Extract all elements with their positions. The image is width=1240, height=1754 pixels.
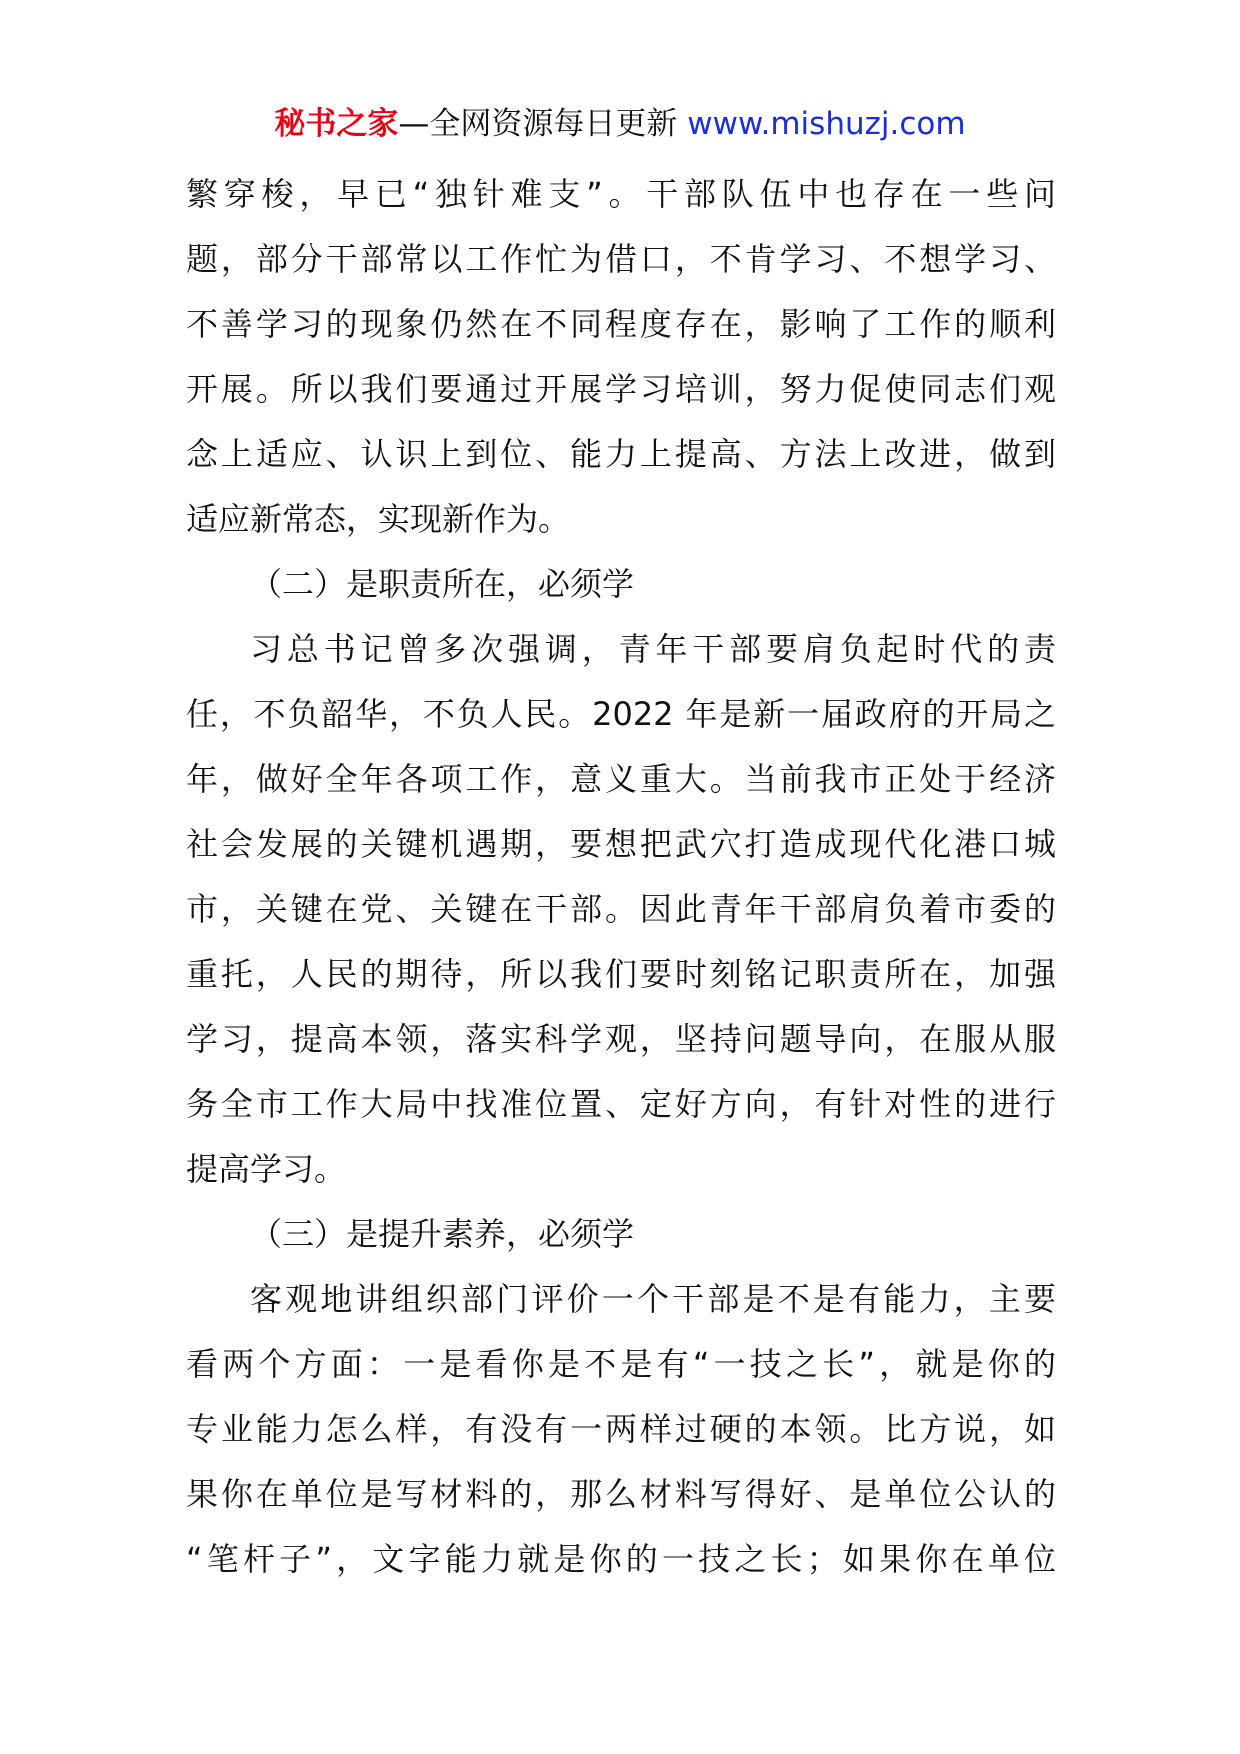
site-tagline: —全网资源每日更新 — [398, 106, 678, 142]
site-url-link[interactable]: www.mishuzj.com — [687, 106, 966, 142]
text-line: 不善学习的现象仍然在不同程度存在，影响了工作的顺利 — [186, 305, 1056, 343]
text-line: “笔杆子”，文字能力就是你的一技之长；如果你在单位 — [186, 1540, 1056, 1578]
section-heading-2: （二）是职责所在，必须学 — [250, 565, 635, 603]
site-header — [0, 100, 1240, 148]
text-line: 念上适应、认识上到位、能力上提高、方法上改进，做到 — [186, 435, 1056, 473]
text-line: 果你在单位是写材料的，那么材料写得好、是单位公认的 — [186, 1475, 1056, 1513]
text-line: 适应新常态，实现新作为。 — [186, 500, 571, 538]
text-line: 社会发展的关键机遇期，要想把武穴打造成现代化港口城 — [186, 825, 1056, 863]
text-line: 题，部分干部常以工作忙为借口，不肯学习、不想学习、 — [186, 240, 1056, 278]
text-line: 客观地讲组织部门评价一个干部是不是有能力，主要 — [250, 1280, 1056, 1318]
text-line: 提高学习。 — [186, 1150, 347, 1188]
text-line: 任，不负韶华，不负人民。2022 年是新一届政府的开局之 — [186, 695, 1056, 733]
text-line: 看两个方面：一是看你是不是有“一技之长”，就是你的 — [186, 1345, 1056, 1383]
text-line: 开展。所以我们要通过开展学习培训，努力促使同志们观 — [186, 370, 1056, 408]
text-line: 务全市工作大局中找准位置、定好方向，有针对性的进行 — [186, 1085, 1056, 1123]
text-line: 重托，人民的期待，所以我们要时刻铭记职责所在，加强 — [186, 955, 1056, 993]
text-line: 专业能力怎么样，有没有一两样过硬的本领。比方说，如 — [186, 1410, 1056, 1448]
section-heading-3: （三）是提升素养，必须学 — [250, 1215, 635, 1253]
text-line: 年，做好全年各项工作，意义重大。当前我市正处于经济 — [186, 760, 1056, 798]
document-body — [186, 162, 1056, 1592]
text-line: 繁穿梭，早已“独针难支”。干部队伍中也存在一些问 — [186, 175, 1056, 213]
text-line: 市，关键在党、关键在干部。因此青年干部肩负着市委的 — [186, 890, 1056, 928]
text-line: 习总书记曾多次强调，青年干部要肩负起时代的责 — [250, 630, 1056, 668]
site-brand: 秘书之家 — [274, 106, 399, 142]
text-line: 学习，提高本领，落实科学观，坚持问题导向，在服从服 — [186, 1020, 1056, 1058]
